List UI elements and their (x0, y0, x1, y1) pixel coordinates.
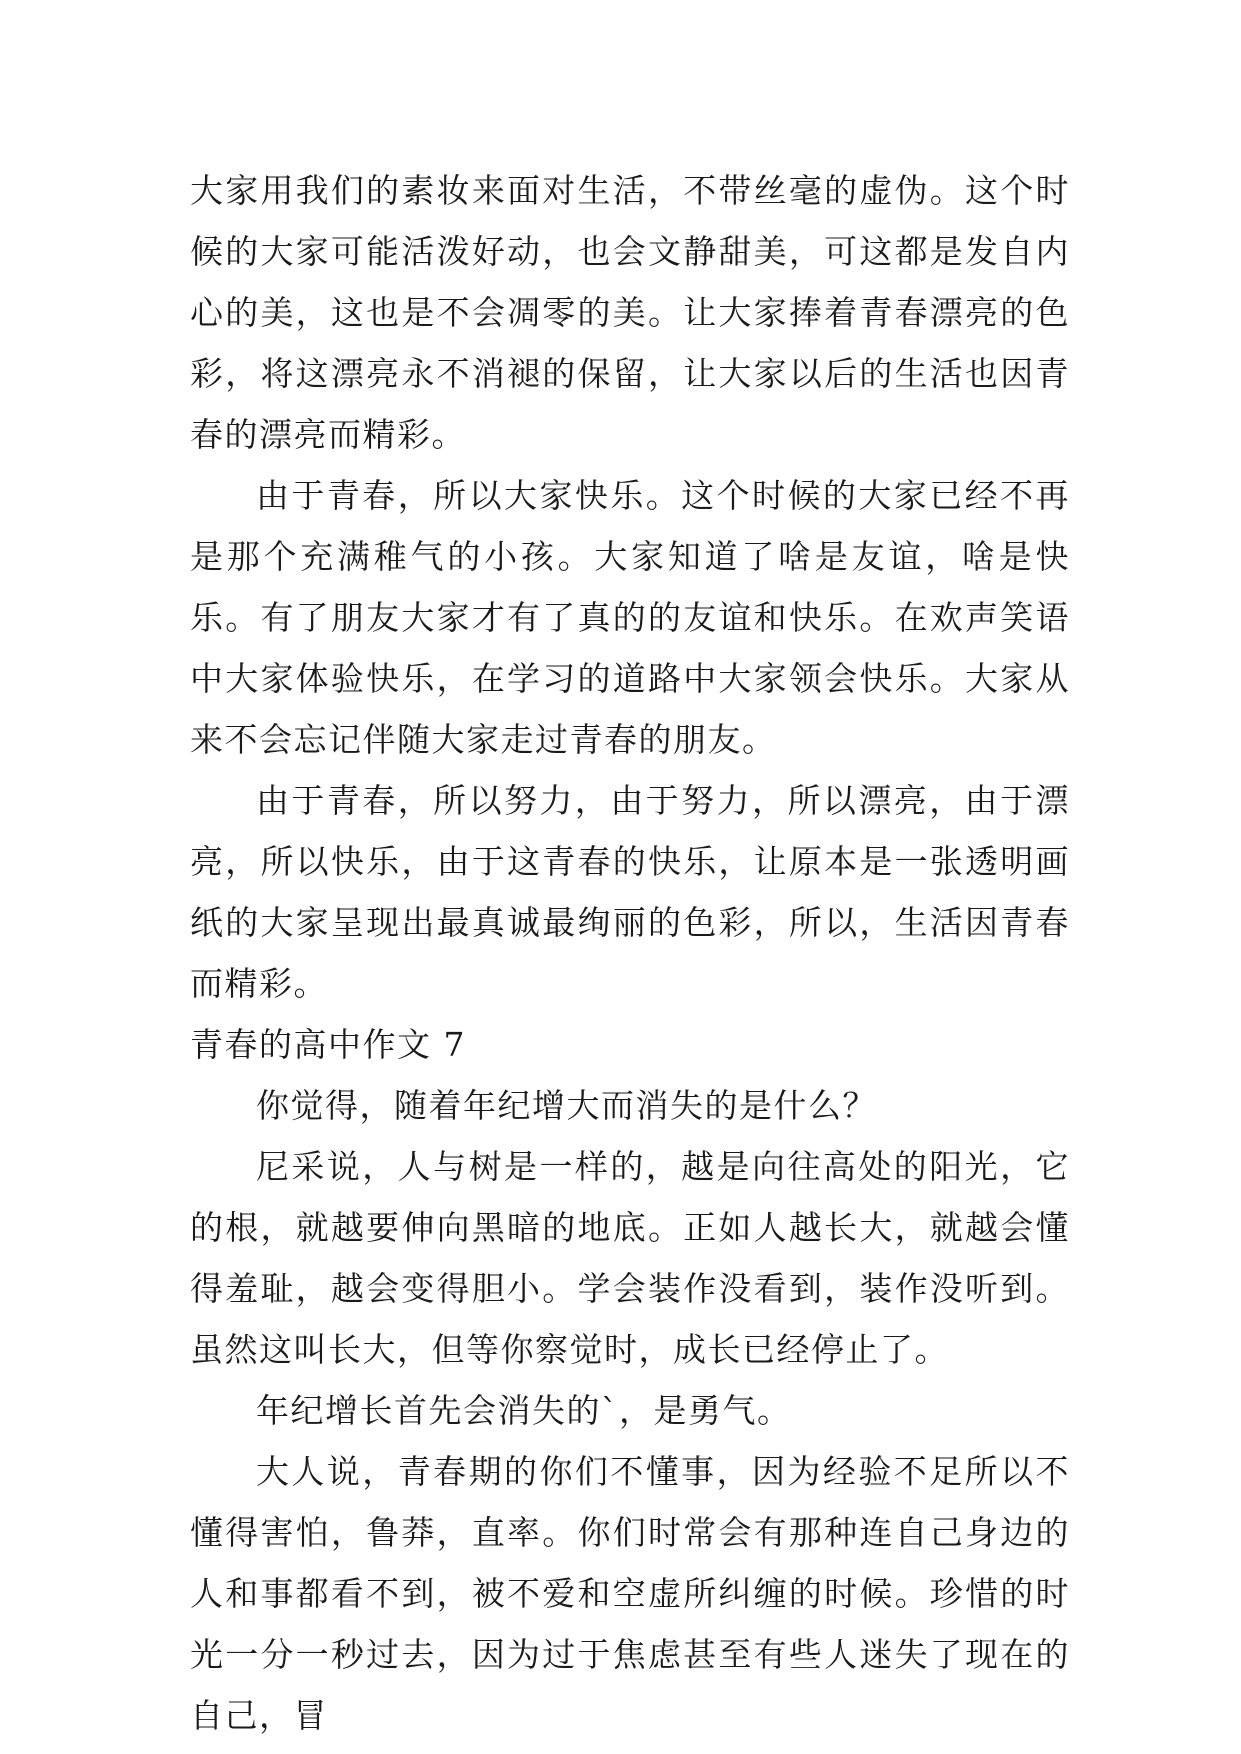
paragraph-7: 大人说，青春期的你们不懂事，因为经验不足所以不懂得害怕，鲁莽，直率。你们时常会有那种连自己身边的人和事都看不到，被不爱和空虚所纠缠的时候。珍惜的时光一分一秒过去，因为过于焦虑甚至有些人迷失了现在的自己，冒 (190, 1452, 1070, 1735)
document-body (190, 160, 1070, 1746)
paragraph-6: 年纪增长首先会消失的`，是勇气。 (256, 1391, 792, 1430)
section-heading: 青春的高中作文 7 (190, 1025, 466, 1064)
paragraph-2: 由于青春，所以大家快乐。这个时候的大家已经不再是那个充满稚气的小孩。大家知道了啥是友谊，啥是快乐。有了朋友大家才有了真的的友谊和快乐。在欢声笑语中大家体验快乐，在学习的道路中大家领会快乐。大家从来不会忘记伴随大家走过青春的朋友。 (190, 476, 1070, 759)
paragraph-3: 由于青春，所以努力，由于努力，所以漂亮，由于漂亮，所以快乐，由于这青春的快乐，让原本是一张透明画纸的大家呈现出最真诚最绚丽的色彩，所以，生活因青春而精彩。 (190, 781, 1070, 1003)
paragraph-1: 大家用我们的素妆来面对生活，不带丝毫的虚伪。这个时候的大家可能活泼好动，也会文静甜美，可这都是发自内心的美，这也是不会凋零的美。让大家捧着青春漂亮的色彩，将这漂亮永不消褪的保留，让大家以后的生活也因青春的漂亮而精彩。 (190, 171, 1070, 454)
paragraph-5: 尼采说，人与树是一样的，越是向往高处的阳光，它的根，就越要伸向黑暗的地底。正如人越长大，就越会懂得羞耻，越会变得胆小。学会装作没看到，装作没听到。虽然这叫长大，但等你察觉时，成长已经停止了。 (190, 1147, 1070, 1369)
paragraph-4: 你觉得，随着年纪增大而消失的是什么？ (256, 1086, 877, 1125)
